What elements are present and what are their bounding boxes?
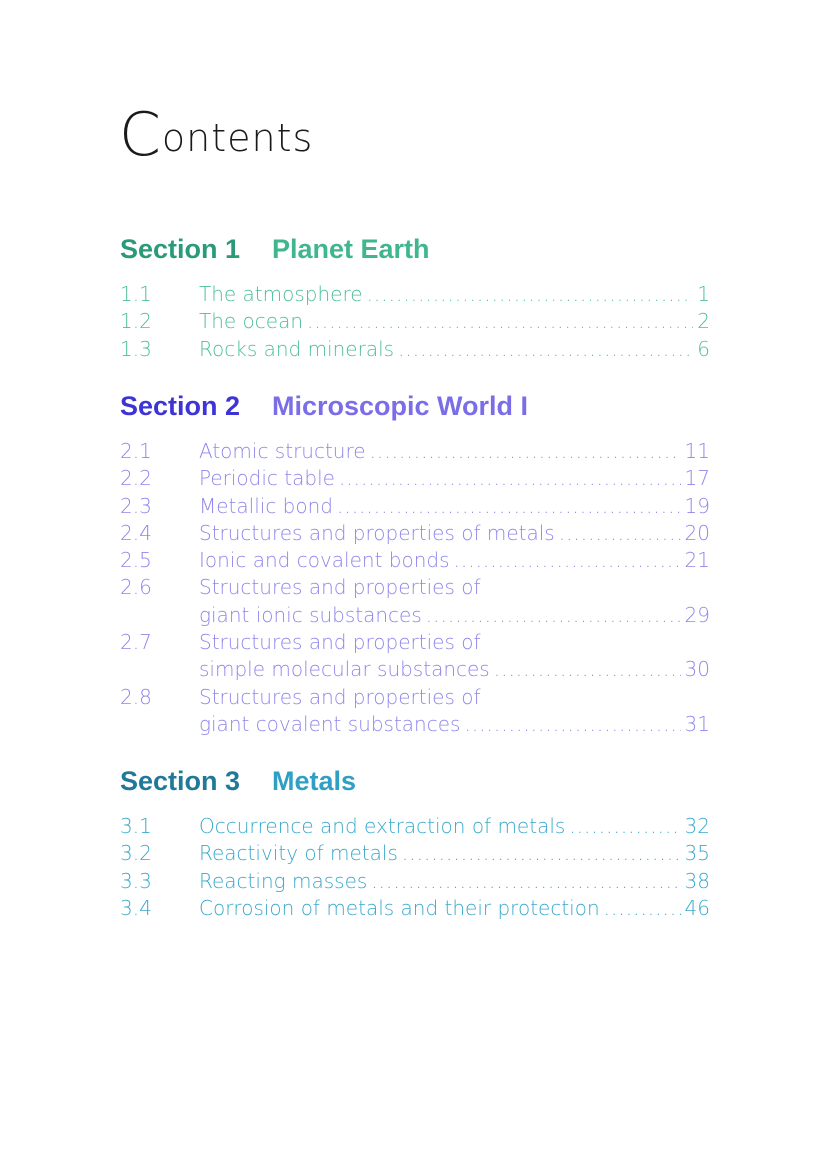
section-number: Section 2 [120,391,241,421]
toc-entry[interactable] [120,629,710,684]
dot-leader [371,868,680,895]
entry-title: Occurrence and extraction of metals [199,814,566,838]
entry-number: 1.3 [120,336,152,361]
entry-page-number: 21 [684,548,710,573]
toc-entry[interactable] [120,574,710,629]
entry-page-number: 1 [697,282,710,306]
entry-title: The atmosphere [199,282,363,306]
entry-title: Reactivity of metals [199,841,398,866]
entry-number: 2.6 [120,575,152,600]
dot-leader [569,813,680,840]
dot-leader [337,493,681,520]
entry-number: 2.3 [120,493,152,518]
dot-leader [464,711,680,738]
toc-entry[interactable] [120,840,710,867]
entry-number: 2.2 [120,466,152,491]
section-number: Section 3 [120,766,241,796]
entry-title: Structures and properties of [199,684,481,709]
entry-page-number: 17 [684,466,710,491]
page-title [119,96,314,170]
entry-page-number: 46 [684,895,710,920]
toc-entry[interactable] [120,895,710,922]
section-number: Section 1 [120,234,241,264]
toc-entry[interactable] [120,868,710,895]
section-name: Planet Earth [272,234,430,264]
entry-page-number: 35 [684,841,710,866]
section-1 [120,231,710,363]
entry-number: 2.8 [120,684,152,709]
dot-leader [559,520,681,547]
entry-page-number: 20 [684,520,710,545]
entry-title-continued: giant covalent substances [199,711,461,736]
page-title-rest: ontents [161,116,314,160]
section-entries [120,281,710,363]
entry-number: 3.4 [120,895,152,920]
dot-leader [454,547,681,574]
entry-title: Atomic structure [199,439,366,463]
entry-title-continued: simple molecular substances [199,657,490,682]
section-2 [120,388,710,738]
toc-entry[interactable] [120,493,710,520]
section-name: Metals [272,766,357,796]
entry-page-number: 6 [697,336,710,361]
entry-number: 2.1 [120,439,152,463]
entry-number: 2.4 [120,520,152,545]
entry-page-number: 11 [684,439,710,463]
dot-leader [402,840,681,867]
toc-entry[interactable] [120,520,710,547]
toc-entry[interactable] [120,813,710,840]
toc-entry[interactable] [120,684,710,739]
entry-number: 3.2 [120,841,152,866]
entry-title: Structures and properties of [199,630,481,655]
entry-title: The ocean [199,309,304,334]
entry-number: 1.2 [120,309,152,334]
entry-page-number: 2 [697,309,710,334]
entry-title: Rocks and minerals [199,336,395,361]
entry-number: 3.1 [120,814,152,838]
entry-title: Corrosion of metals and their protection [199,895,600,920]
dot-leader [604,895,681,922]
toc-entry[interactable] [120,308,710,335]
dot-leader [367,281,694,308]
dot-leader [370,438,681,465]
entry-page-number: 32 [684,814,710,838]
entry-title: Ionic and covalent bonds [199,548,450,573]
entry-number: 3.3 [120,868,152,893]
dot-leader [494,656,681,683]
entry-page-number: 31 [684,711,710,736]
entry-page-number: 19 [684,493,710,518]
entry-title: Structures and properties of [199,575,481,600]
section-entries [120,813,710,922]
page-title-initial: C [119,100,162,170]
toc-entry[interactable] [120,465,710,492]
dot-leader [307,308,693,335]
section-3 [120,763,710,922]
entry-number: 1.1 [120,282,152,306]
toc-entry[interactable] [120,438,710,465]
section-entries [120,438,710,738]
entry-number: 2.7 [120,630,152,655]
toc-entry[interactable] [120,281,710,308]
section-heading [120,388,710,424]
entry-title: Structures and properties of metals [199,520,555,545]
entry-title: Reacting masses [199,868,368,893]
section-heading [120,763,710,799]
entry-page-number: 29 [684,602,710,627]
entry-title: Periodic table [199,466,335,491]
toc-entry[interactable] [120,547,710,574]
entry-number: 2.5 [120,548,152,573]
section-name: Microscopic World I [272,391,529,421]
dot-leader [426,602,681,629]
entry-page-number: 30 [684,657,710,682]
toc-entry[interactable] [120,336,710,363]
dot-leader [339,465,681,492]
entry-title-continued: giant ionic substances [199,602,422,627]
section-heading [120,231,710,267]
dot-leader [398,336,693,363]
entry-page-number: 38 [684,868,710,893]
entry-title: Metallic bond [199,493,333,518]
